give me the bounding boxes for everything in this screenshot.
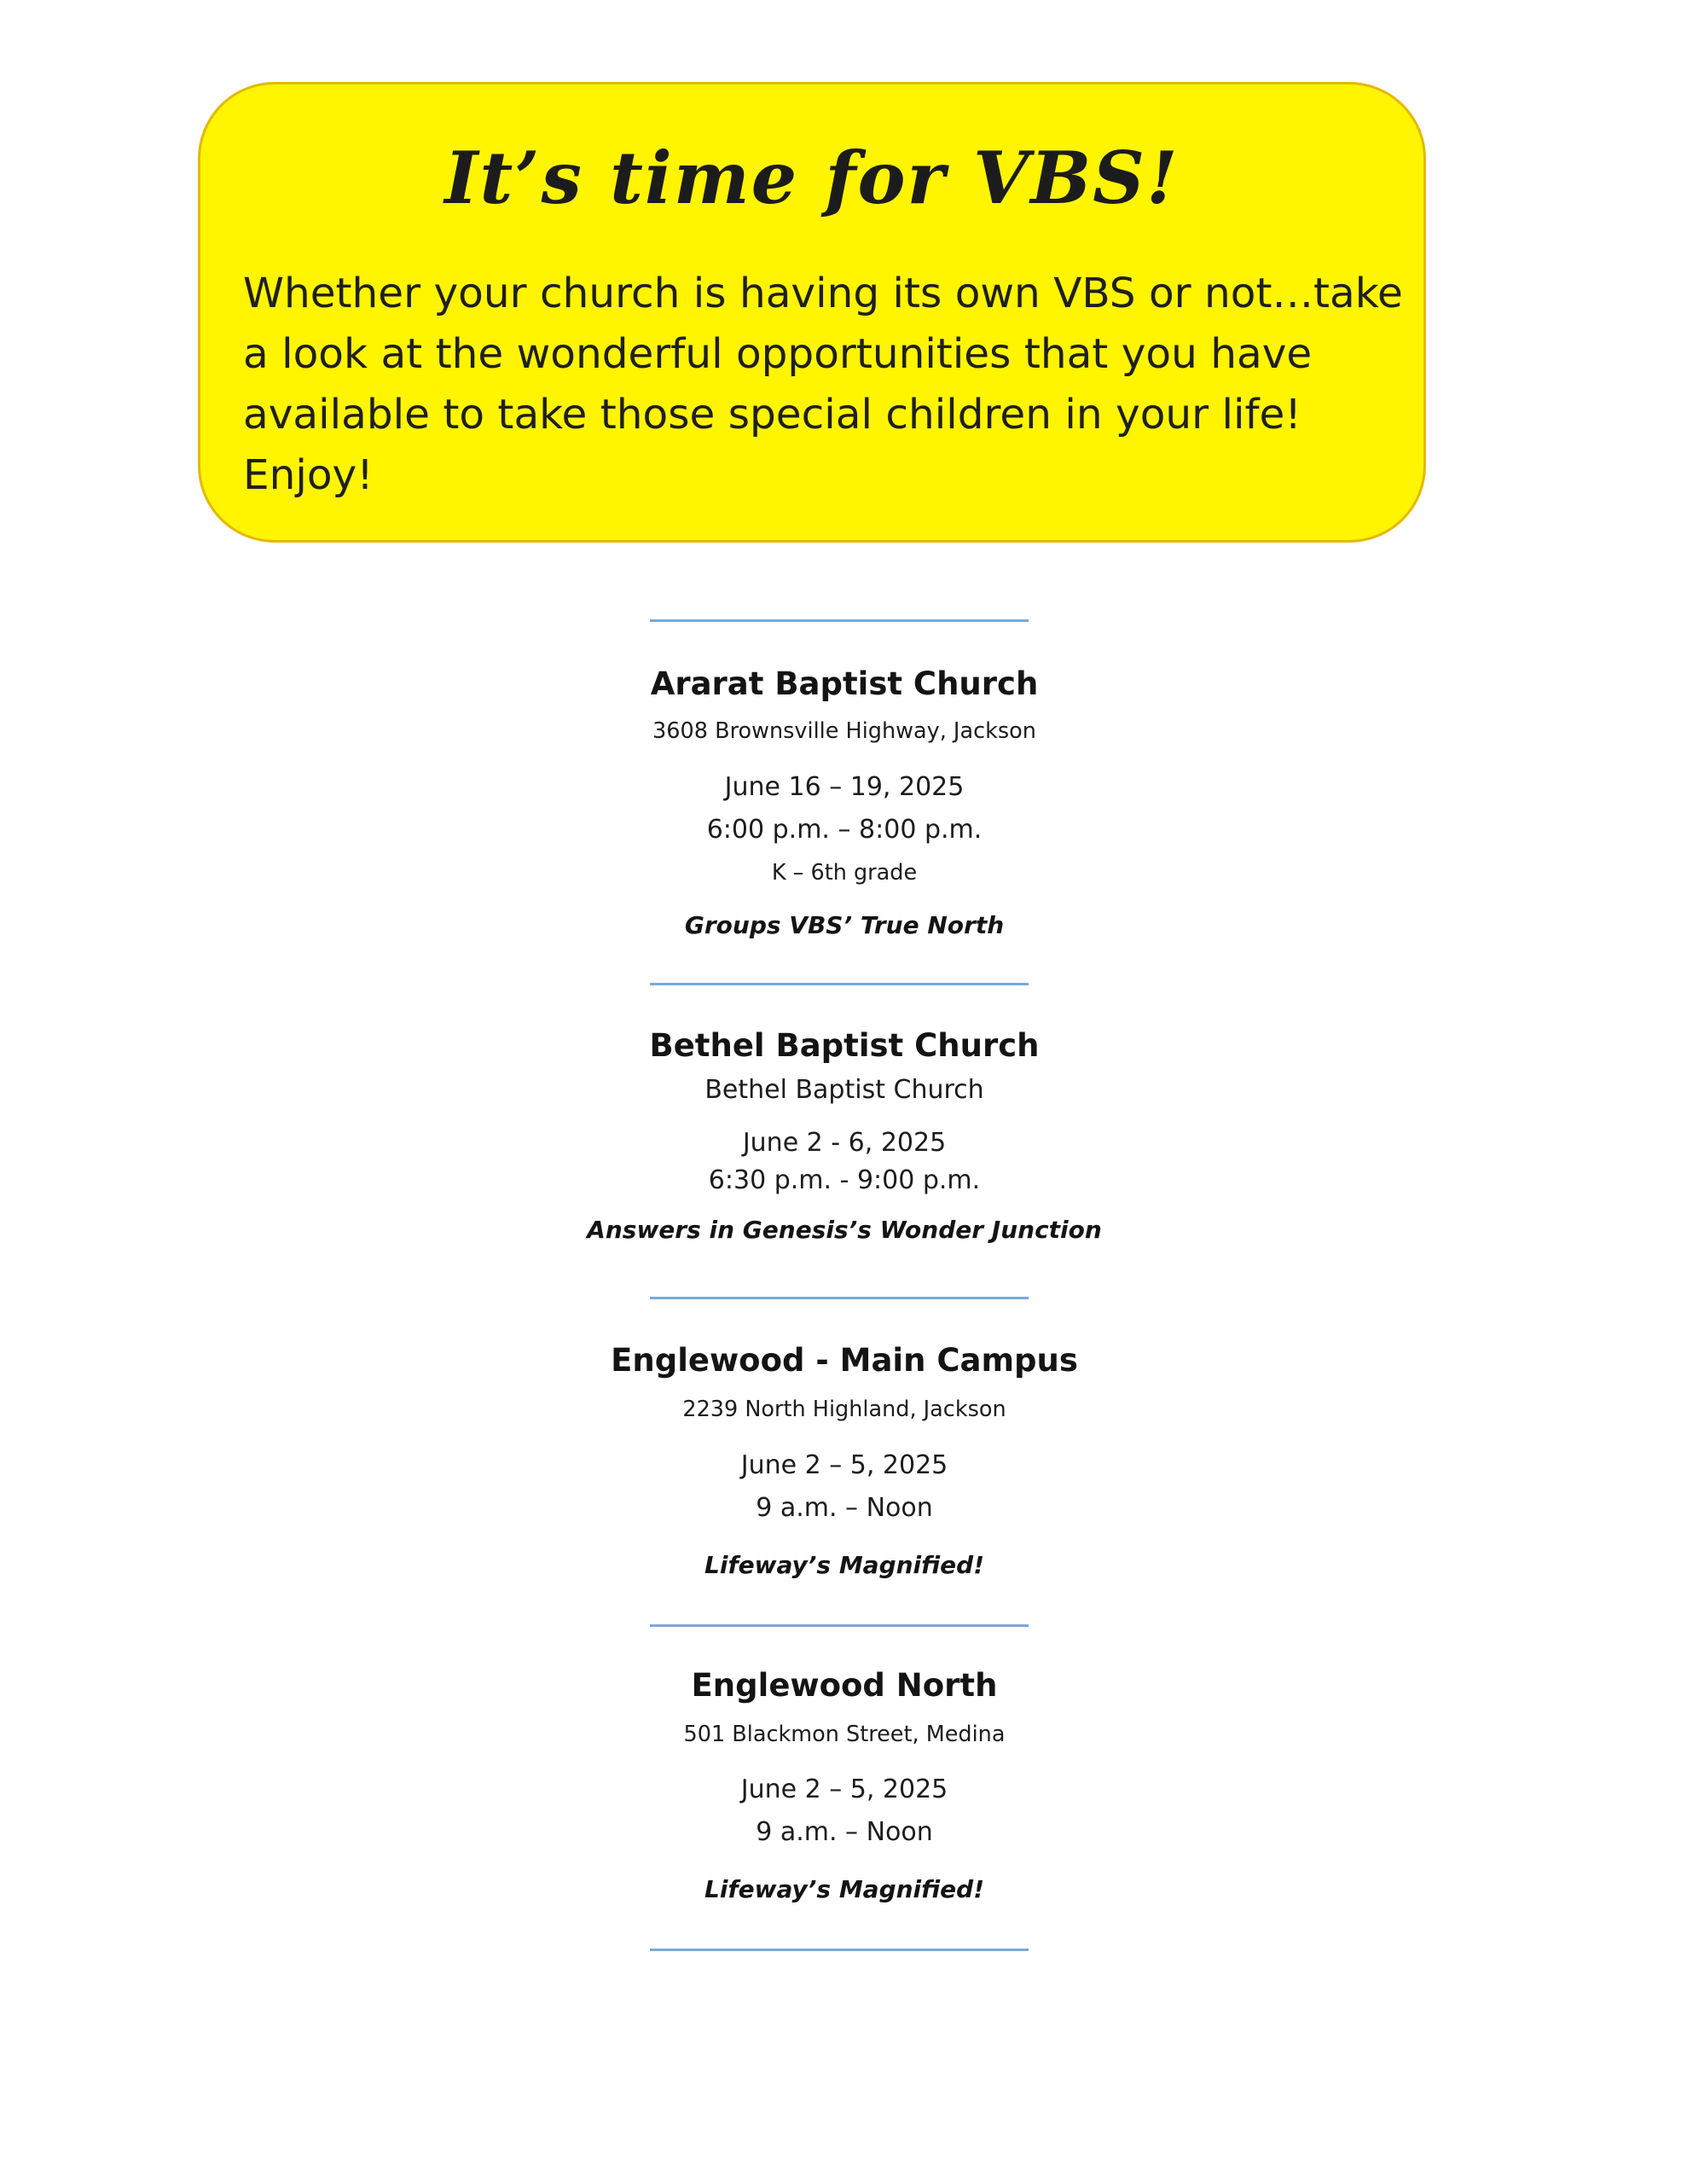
church-address: 3608 Brownsville Highway, Jackson (652, 718, 1036, 744)
church-name: Englewood - Main Campus (611, 1342, 1078, 1379)
vbs-time: 9 a.m. – Noon (756, 1493, 933, 1523)
vbs-program: Lifeway’s Magnified! (704, 1551, 984, 1579)
church-name: Bethel Baptist Church (649, 1027, 1040, 1064)
church-name: Englewood North (691, 1667, 998, 1704)
church-address: 2239 North Highland, Jackson (682, 1397, 1006, 1422)
vbs-dates: June 2 – 5, 2025 (740, 1774, 948, 1804)
vbs-time: 6:00 p.m. – 8:00 p.m. (706, 815, 983, 845)
vbs-time: 6:30 p.m. - 9:00 p.m. (708, 1165, 981, 1195)
vbs-dates: June 2 – 5, 2025 (740, 1450, 948, 1480)
vbs-grades: K – 6th grade (771, 860, 918, 886)
section-divider (650, 983, 1029, 985)
church-address: Bethel Baptist Church (704, 1075, 984, 1105)
vbs-announcement-banner (198, 82, 1426, 543)
section-divider (650, 619, 1029, 622)
section-divider (650, 1624, 1029, 1627)
vbs-dates: June 2 - 6, 2025 (742, 1128, 947, 1158)
banner-body-text: Whether your church is having its own VBS or not…take a look at the wonderful opportunities that you have available to take those special children in your life! Enjoy! (243, 270, 1403, 499)
church-address: 501 Blackmon Street, Medina (683, 1722, 1006, 1747)
vbs-program: Lifeway’s Magnified! (704, 1875, 984, 1903)
section-divider (650, 1949, 1029, 1951)
vbs-time: 9 a.m. – Noon (756, 1817, 933, 1847)
church-name: Ararat Baptist Church (650, 665, 1039, 702)
vbs-program: Answers in Genesis’s Wonder Junction (587, 1216, 1102, 1244)
section-divider (650, 1297, 1029, 1299)
vbs-dates: June 16 – 19, 2025 (724, 772, 965, 802)
banner-title: It’s time for VBS! (444, 136, 1180, 220)
vbs-program: Groups VBS’ True North (684, 911, 1005, 939)
